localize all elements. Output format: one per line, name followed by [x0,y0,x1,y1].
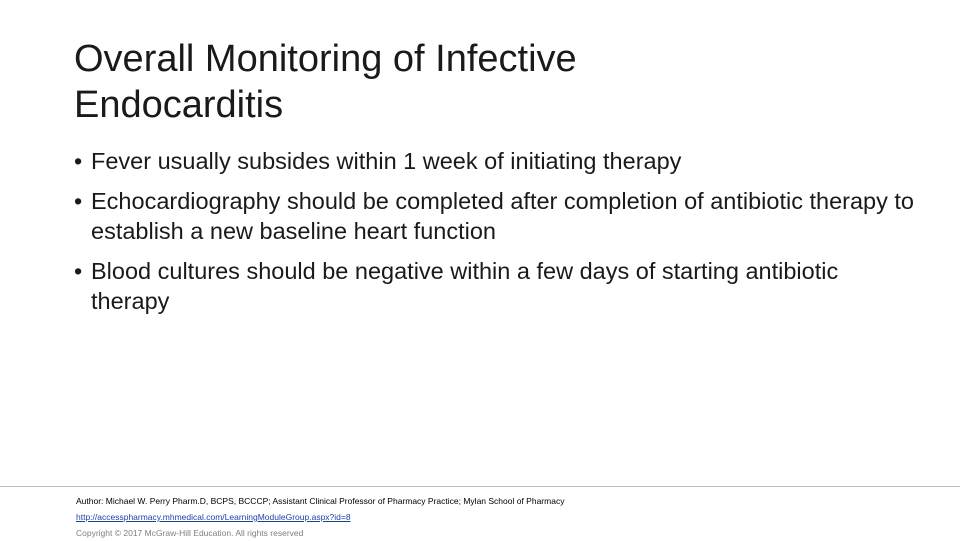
footer [76,493,564,541]
slide-title-line-1: Overall Monitoring of Infective [74,38,577,80]
bullet-dot-icon: • [74,188,83,214]
bullet-text: Fever usually subsides within 1 week of initiating therapy [91,148,682,174]
bullet-item [74,256,914,316]
bullet-text: Blood cultures should be negative within a few days of starting antibiotic therapy [91,258,839,314]
bullet-list [74,146,914,326]
bullet-dot-icon: • [74,258,83,284]
footer-author: Author: Michael W. Perry Pharm.D, BCPS, BCCCP; Assistant Clinical Professor of Pharmacy Practice; Mylan School of Pharmacy [76,496,565,506]
slide-title [74,36,894,128]
footer-copyright: Copyright © 2017 McGraw-Hill Education. All rights reserved [76,528,304,538]
bullet-dot-icon: • [74,148,83,174]
bullet-item [74,146,914,176]
footer-divider [0,486,960,487]
bullet-item [74,186,914,246]
slide-title-line-2: Endocarditis [74,84,284,126]
footer-source-link[interactable]: http://accesspharmacy.mhmedical.com/LearningModuleGroup.aspx?id=8 [76,512,351,522]
bullet-text: Echocardiography should be completed after completion of antibiotic therapy to establish a new baseline heart function [91,188,914,244]
